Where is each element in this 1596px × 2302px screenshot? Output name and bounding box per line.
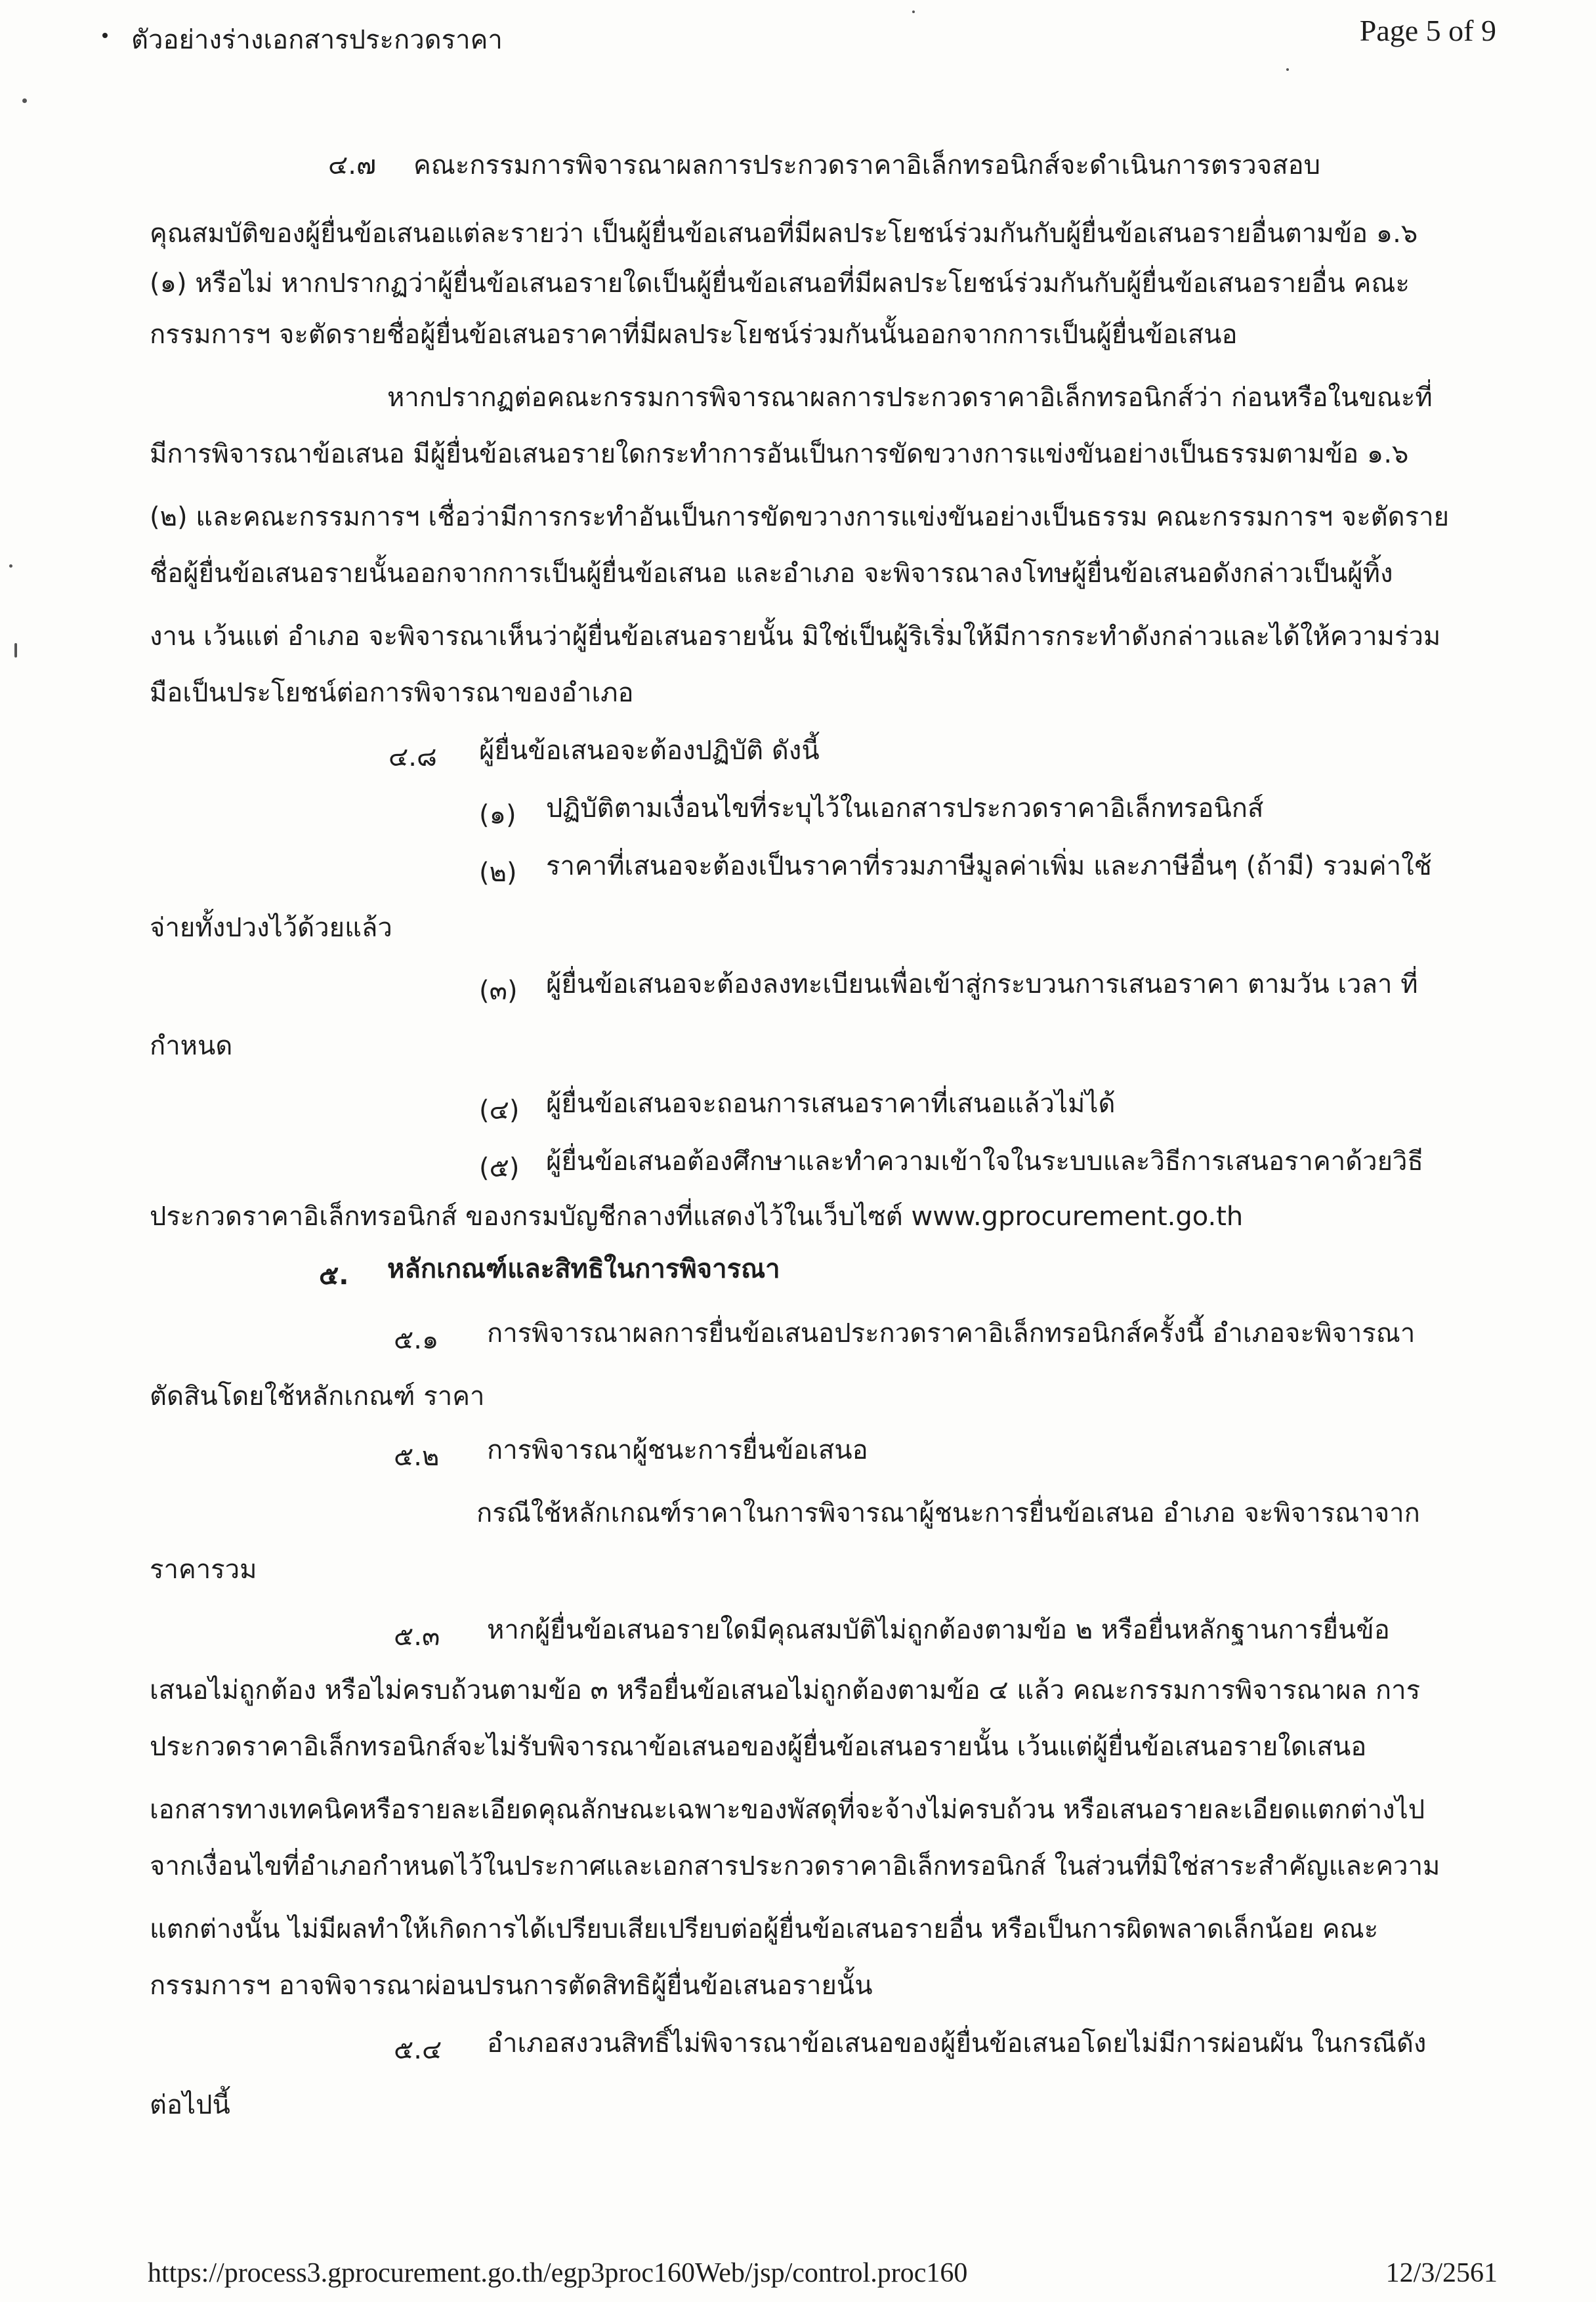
section-number-4-8: ๔.๘ bbox=[388, 742, 437, 772]
section-number-5: ๕. bbox=[319, 1261, 349, 1291]
paragraph-line: อำเภอสงวนสิทธิ์ไม่พิจารณาข้อเสนอของผู้ยื่นข้อเสนอโดยไม่มีการผ่อนผัน ในกรณีดัง bbox=[487, 2028, 1427, 2059]
footer-date: 12/3/2561 bbox=[1385, 2258, 1498, 2288]
section-number-5-3: ๕.๓ bbox=[394, 1622, 440, 1652]
item-number: (๒) bbox=[479, 858, 517, 888]
paragraph-line: ต่อไปนี้ bbox=[150, 2090, 230, 2120]
page-number: Page 5 of 9 bbox=[1359, 14, 1496, 47]
list-item: ผู้ยื่นข้อเสนอจะต้องลงทะเบียนเพื่อเข้าสู่กระบวนการเสนอราคา ตามวัน เวลา ที่ bbox=[546, 969, 1418, 999]
paragraph-line: มือเป็นประโยชน์ต่อการพิจารณาของอำเภอ bbox=[150, 678, 634, 708]
list-item-continuation: จ่ายทั้งปวงไว้ด้วยแล้ว bbox=[150, 913, 392, 943]
list-item: ราคาที่เสนอจะต้องเป็นราคาที่รวมภาษีมูลค่าเพิ่ม และภาษีอื่นๆ (ถ้ามี) รวมค่าใช้ bbox=[546, 851, 1432, 881]
section-number-5-2: ๕.๒ bbox=[394, 1442, 440, 1472]
scan-speck bbox=[1286, 68, 1289, 71]
paragraph-line: ตัดสินโดยใช้หลักเกณฑ์ ราคา bbox=[150, 1381, 485, 1412]
page-header-title: ตัวอย่างร่างเอกสารประกวดราคา bbox=[131, 25, 503, 55]
header-bullet bbox=[102, 33, 108, 38]
list-item: ปฏิบัติตามเงื่อนไขที่ระบุไว้ในเอกสารประกวดราคาอิเล็กทรอนิกส์ bbox=[546, 793, 1264, 824]
section-heading: หลักเกณฑ์และสิทธิในการพิจารณา bbox=[387, 1254, 780, 1284]
scan-speck bbox=[14, 643, 17, 658]
paragraph-line: กรณีใช้หลักเกณฑ์ราคาในการพิจารณาผู้ชนะการยื่นข้อเสนอ อำเภอ จะพิจารณาจาก bbox=[476, 1498, 1420, 1528]
paragraph-line: (๑) หรือไม่ หากปรากฏว่าผู้ยื่นข้อเสนอรายใดเป็นผู้ยื่นข้อเสนอที่มีผลประโยชน์ร่วมกันกับผู้ยื่นข้อเสนอรายอื่น คณะ bbox=[150, 268, 1410, 299]
list-item: ผู้ยื่นข้อเสนอต้องศึกษาและทำความเข้าใจในระบบและวิธีการเสนอราคาด้วยวิธี bbox=[546, 1146, 1423, 1177]
footer-url: https://process3.gprocurement.go.th/egp3proc160Web/jsp/control.proc160 bbox=[148, 2258, 968, 2288]
paragraph-line: การพิจารณาผู้ชนะการยื่นข้อเสนอ bbox=[487, 1435, 868, 1465]
list-item-continuation: ประกวดราคาอิเล็กทรอนิกส์ ของกรมบัญชีกลางที่แสดงไว้ในเว็บไซต์ www.gprocurement.go.th bbox=[150, 1202, 1244, 1232]
scan-speck bbox=[9, 564, 12, 568]
paragraph-line: ชื่อผู้ยื่นข้อเสนอรายนั้นออกจากการเป็นผู้ยื่นข้อเสนอ และอำเภอ จะพิจารณาลงโทษผู้ยื่นข้อเสนอดังกล่าวเป็นผู้ทิ้ง bbox=[150, 558, 1393, 589]
section-number-5-1: ๕.๑ bbox=[394, 1325, 439, 1355]
section-title: ผู้ยื่นข้อเสนอจะต้องปฏิบัติ ดังนี้ bbox=[479, 736, 820, 766]
section-number-5-4: ๕.๔ bbox=[394, 2035, 442, 2065]
list-item: ผู้ยื่นข้อเสนอจะถอนการเสนอราคาที่เสนอแล้วไม่ได้ bbox=[546, 1089, 1116, 1119]
paragraph-line: คณะกรรมการพิจารณาผลการประกวดราคาอิเล็กทรอนิกส์จะดำเนินการตรวจสอบ bbox=[413, 150, 1321, 180]
paragraph-line: เอกสารทางเทคนิคหรือรายละเอียดคุณลักษณะเฉพาะของพัสดุที่จะจ้างไม่ครบถ้วน หรือเสนอรายละเอียดแตกต่างไป bbox=[150, 1795, 1425, 1825]
paragraph-line: การพิจารณาผลการยื่นข้อเสนอประกวดราคาอิเล็กทรอนิกส์ครั้งนี้ อำเภอจะพิจารณา bbox=[487, 1318, 1416, 1349]
scan-speck bbox=[912, 10, 915, 13]
section-number-4-7: ๔.๗ bbox=[328, 150, 377, 180]
paragraph-line: มีการพิจารณาข้อเสนอ มีผู้ยื่นข้อเสนอรายใดกระทำการอันเป็นการขัดขวางการแข่งขันอย่างเป็นธรรมตามข้อ ๑.๖ bbox=[150, 439, 1409, 469]
paragraph-line: หากผู้ยื่นข้อเสนอรายใดมีคุณสมบัติไม่ถูกต้องตามข้อ ๒ หรือยื่นหลักฐานการยื่นข้อ bbox=[487, 1615, 1390, 1645]
item-number: (๔) bbox=[479, 1095, 520, 1125]
paragraph-line: กรรมการฯ จะตัดรายชื่อผู้ยื่นข้อเสนอราคาที่มีผลประโยชน์ร่วมกันนั้นออกจากการเป็นผู้ยื่นข้อเสนอ bbox=[150, 320, 1238, 350]
scan-speck bbox=[22, 98, 27, 103]
paragraph-line: กรรมการฯ อาจพิจารณาผ่อนปรนการตัดสิทธิผู้ยื่นข้อเสนอรายนั้น bbox=[150, 1971, 873, 2001]
paragraph-line: แตกต่างนั้น ไม่มีผลทำให้เกิดการได้เปรียบเสียเปรียบต่อผู้ยื่นข้อเสนอรายอื่น หรือเป็นการผิดพลาดเล็กน้อย คณะ bbox=[150, 1914, 1379, 1944]
item-number: (๓) bbox=[479, 976, 518, 1006]
paragraph-line: (๒) และคณะกรรมการฯ เชื่อว่ามีการกระทำอันเป็นการขัดขวางการแข่งขันอย่างเป็นธรรม คณะกรรมการฯ จะตัดราย bbox=[150, 502, 1450, 532]
paragraph-line: คุณสมบัติของผู้ยื่นข้อเสนอแต่ละรายว่า เป็นผู้ยื่นข้อเสนอที่มีผลประโยชน์ร่วมกันกับผู้ยื่นข้อเสนอรายอื่นตามข้อ ๑.๖ bbox=[150, 219, 1418, 249]
paragraph-line: ราคารวม bbox=[150, 1555, 257, 1585]
paragraph-line: หากปรากฏต่อคณะกรรมการพิจารณาผลการประกวดราคาอิเล็กทรอนิกส์ว่า ก่อนหรือในขณะที่ bbox=[387, 383, 1433, 413]
item-number: (๑) bbox=[479, 800, 516, 830]
paragraph-line: เสนอไม่ถูกต้อง หรือไม่ครบถ้วนตามข้อ ๓ หรือยื่นข้อเสนอไม่ถูกต้องตามข้อ ๔ แล้ว คณะกรรมการพิจารณาผล การ bbox=[150, 1675, 1421, 1706]
paragraph-line: จากเงื่อนไขที่อำเภอกำหนดไว้ในประกาศและเอกสารประกวดราคาอิเล็กทรอนิกส์ ในส่วนที่มิใช่สาระสำคัญและความ bbox=[150, 1851, 1440, 1881]
list-item-continuation: กำหนด bbox=[150, 1031, 233, 1061]
item-number: (๕) bbox=[479, 1153, 520, 1183]
paragraph-line: งาน เว้นแต่ อำเภอ จะพิจารณาเห็นว่าผู้ยื่นข้อเสนอรายนั้น มิใช่เป็นผู้ริเริ่มให้มีการกระทำดังกล่าวและได้ให้ความร่วม bbox=[150, 621, 1441, 652]
paragraph-line: ประกวดราคาอิเล็กทรอนิกส์จะไม่รับพิจารณาข้อเสนอของผู้ยื่นข้อเสนอรายนั้น เว้นแต่ผู้ยื่นข้อเสนอรายใดเสนอ bbox=[150, 1732, 1367, 1762]
